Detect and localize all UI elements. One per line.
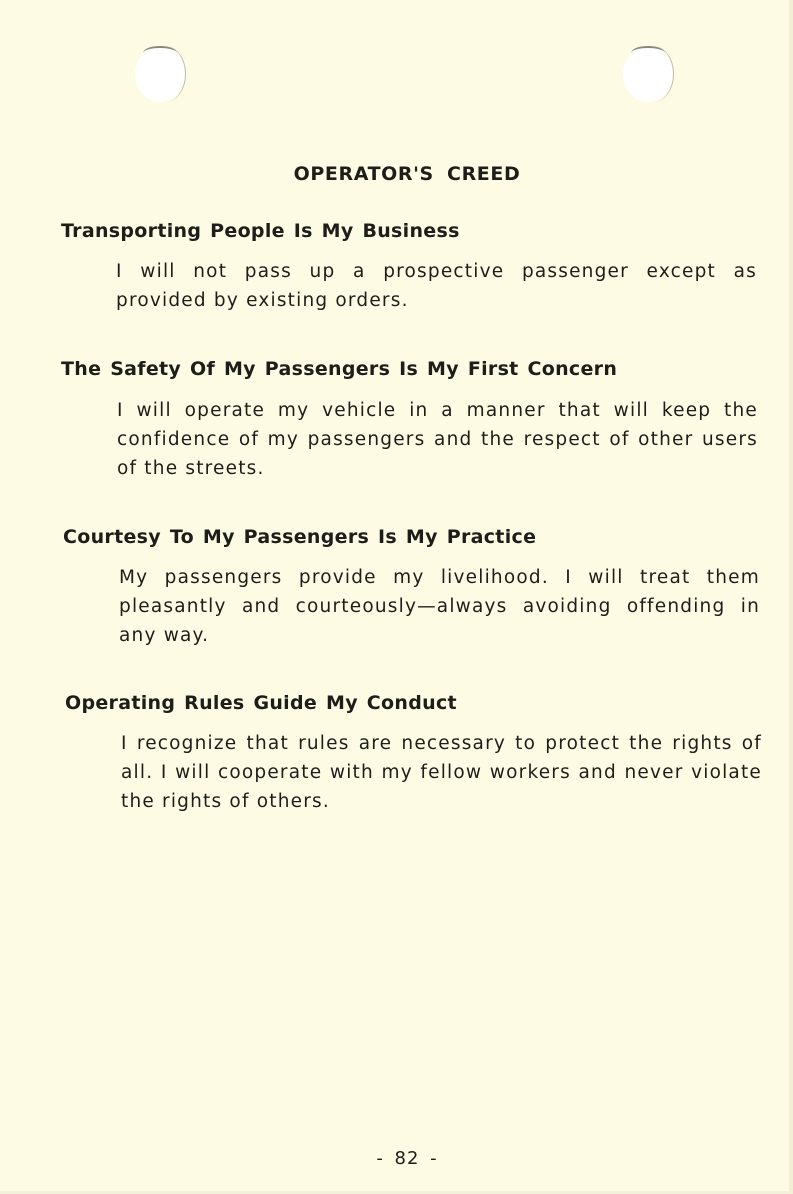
binder-hole-right xyxy=(623,46,673,102)
section-heading-courtesy: Courtesy To My Passengers Is My Practice xyxy=(63,526,537,548)
section-body-rules: I recognize that rules are necessary to protect the rights of all. I will cooperate with my fellow workers and never violate the rights of others. xyxy=(121,733,762,812)
section-heading-business: Transporting People Is My Business xyxy=(61,220,460,242)
binder-hole-left xyxy=(135,46,185,102)
section-body-safety: I will operate my vehicle in a manner that will keep the confidence of my passengers and the respect of other users of the streets. xyxy=(117,400,758,479)
page-title: OPERATOR'S CREED xyxy=(293,163,521,185)
page-number: - 82 - xyxy=(376,1148,438,1169)
section-body-business: I will not pass up a prospective passenger except as provided by existing orders. xyxy=(116,261,757,311)
section-heading-safety: The Safety Of My Passengers Is My First Concern xyxy=(61,358,618,380)
section-heading-rules: Operating Rules Guide My Conduct xyxy=(65,692,457,714)
section-body-courtesy: My passengers provide my livelihood. I will treat them pleasantly and courteously—always avoiding offending in any way. xyxy=(119,567,760,646)
